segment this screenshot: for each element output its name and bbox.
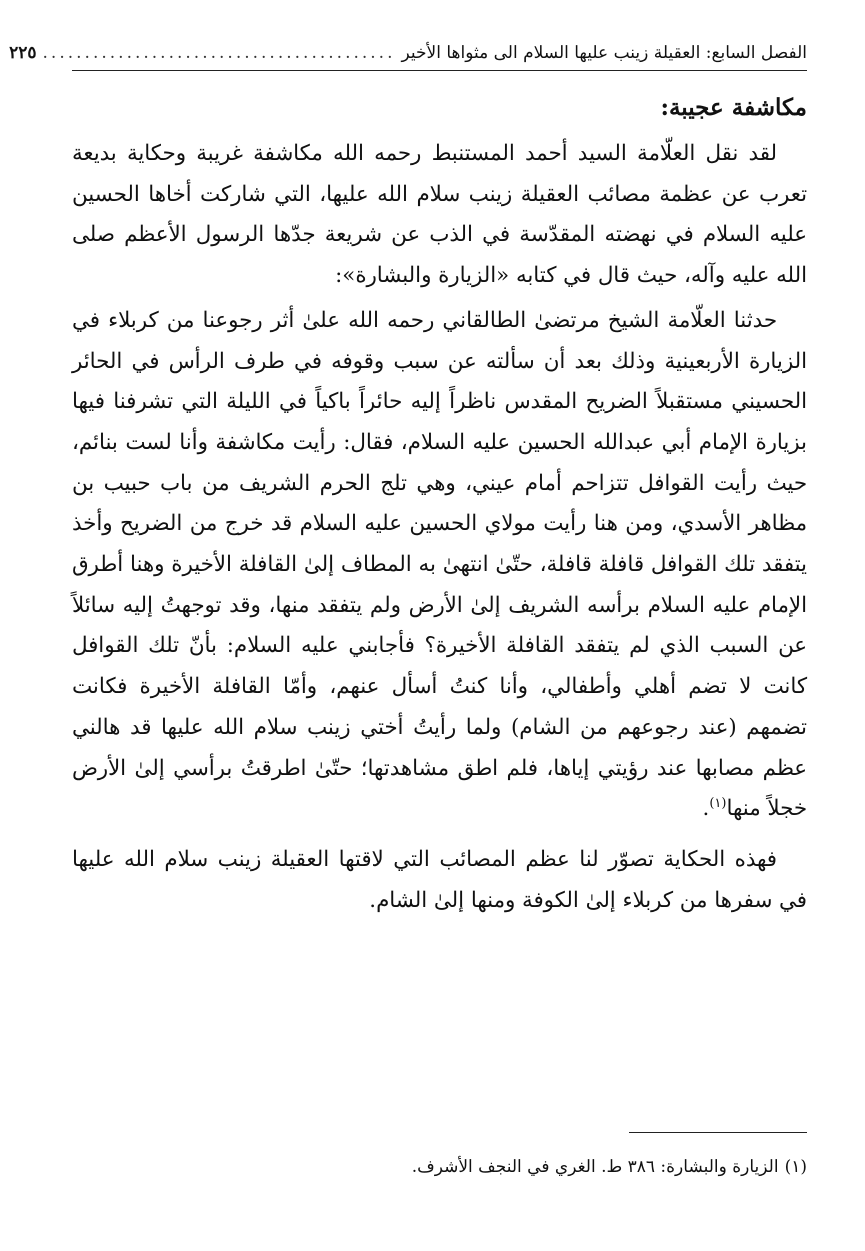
footnote-marker: (١) <box>784 1157 807 1177</box>
header-leader-dots: .......................................... <box>42 43 396 63</box>
chapter-title: الفصل السابع: العقيلة زينب عليها السلام الى مثواها الأخير <box>401 43 807 63</box>
footnote-divider <box>629 1132 807 1133</box>
footnote <box>72 1152 807 1182</box>
paragraph-narration <box>72 301 807 830</box>
footnote-reference[interactable]: (١) <box>709 796 727 812</box>
body-text <box>72 134 807 921</box>
section-heading: مكاشفة عجيبة: <box>660 94 807 121</box>
narration-text: حدثنا العلّامة الشيخ مرتضىٰ الطالقاني رحمه الله علىٰ أثر رجوعنا من كربلاء في الزيارة الأربعينية وذلك بعد أن سألته عن سبب وقوفه في طرف الرأس في الحائر الحسيني مستقبلاً الضريح المقدس ناظراً إليه حائراً باكياً في الليلة التي تشرفنا فيها بزيارة الإمام أبي عبدالله الحسين عليه السلام، فقال: رأيت مكاشفة وأنا لست بنائم، حيث رأيت القوافل تتزاحم أمام عيني، وهي تلج الحرم الشريف من باب حبيب بن مظاهر الأسدي، ومن هنا رأيت مولاي الحسين عليه السلام قد خرج من الضريح وأخذ يتفقد تلك القوافل قافلة قافلة، حتّىٰ انتهىٰ به المطاف إلىٰ القافلة الأخيرة وهنا أطرق الإمام عليه السلام برأسه الشريف إلىٰ الأرض ولم يتفقد منها، وقد توجهتُ إليه سائلاً عن السبب الذي لم يتفقد القافلة الأخيرة؟ فأجابني عليه السلام: بأنّ تلك القوافل كانت لا تضم أهلي وأطفالي، وأنا كنتُ أسأل عنهم، وأمّا القافلة الأخيرة فكانت تضمهم (عند رجوعهم من الشام) ولما رأيتُ أختي زينب سلام الله عليها قد هالني عظم مصابها عند رؤيتي إياها، فلم اطق مشاهدتها؛ حتّىٰ اطرقتُ برأسي إلىٰ الأرض خجلاً منها <box>72 307 807 822</box>
running-header <box>9 36 807 71</box>
narration-end: . <box>702 796 710 822</box>
footnote-text: الزيارة والبشارة: ٣٨٦ ط. الغري في النجف الأشرف. <box>411 1157 779 1177</box>
paragraph-conclusion: فهذه الحكاية تصوّر لنا عظم المصائب التي لاقتها العقيلة زينب سلام الله عليها في سفرها من كربلاء إلىٰ الكوفة ومنها إلىٰ الشام. <box>72 846 807 913</box>
page-number: ٢٢٥ <box>9 43 37 63</box>
paragraph-intro: لقد نقل العلّامة السيد أحمد المستنبط رحمه الله مكاشفة غريبة وحكاية بديعة تعرب عن عظمة مصائب العقيلة زينب سلام الله عليها، التي شاركت أخاها الحسين عليه السلام في نهضته المقدّسة في الذب عن شريعة جدّها الرسول الأعظم صلى الله عليه وآله، حيث قال في كتابه «الزيارة والبشارة»: <box>72 141 807 289</box>
